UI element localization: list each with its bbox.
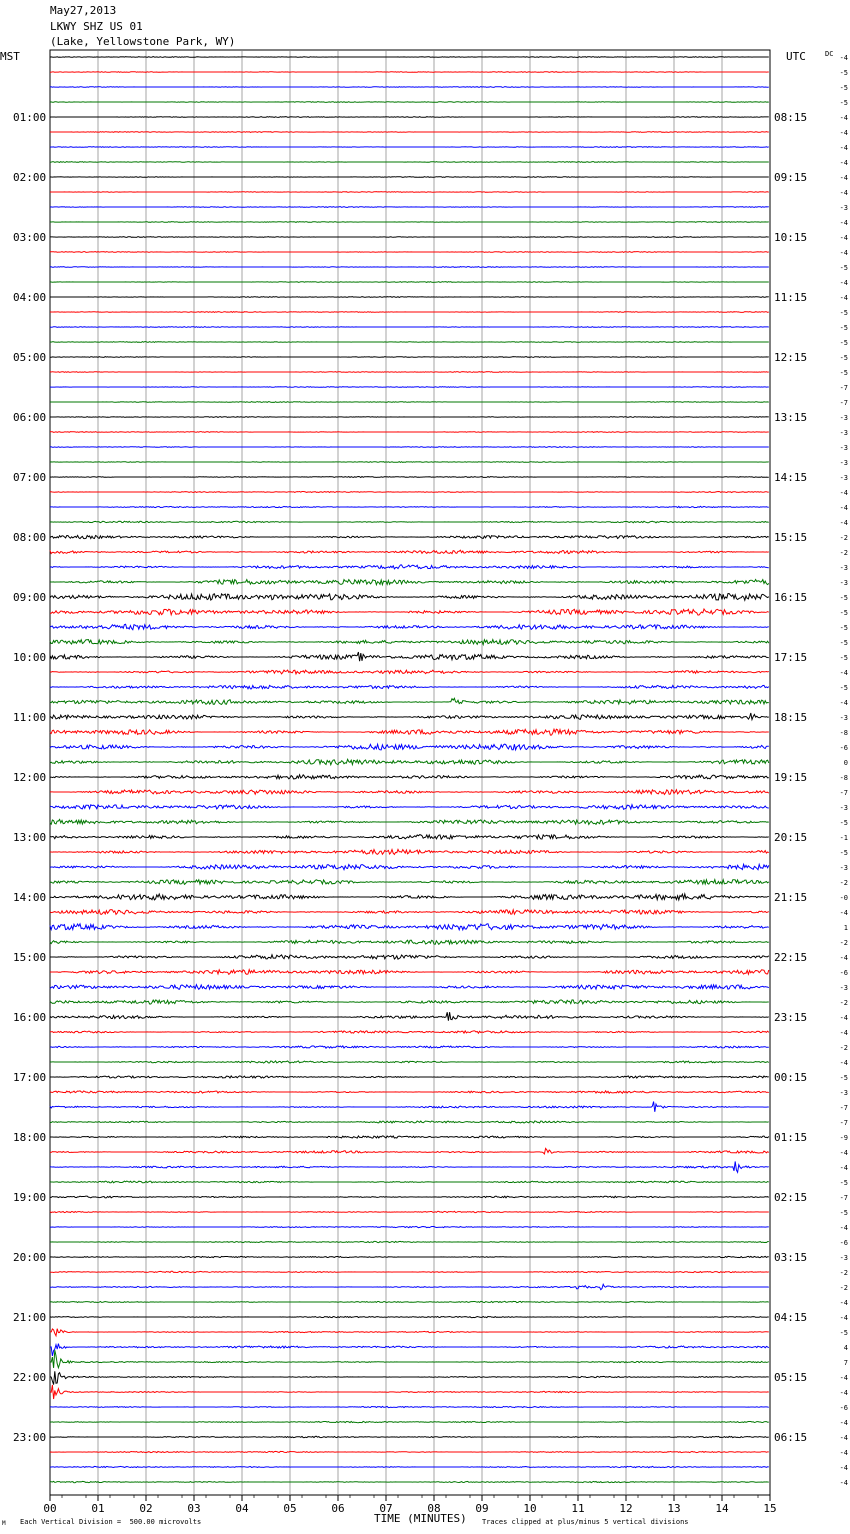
trace-88 [50,1371,769,1384]
utc-hour-label: 23:15 [774,1011,808,1024]
trace-61 [50,970,769,975]
trace-36 [50,594,769,601]
trace-56 [50,894,769,900]
trace-82 [50,1284,769,1289]
dc-offset-label: -2 [839,939,848,947]
x-tick-label: 01 [91,1502,105,1515]
mst-hour-label: 11:00 [13,711,47,724]
dc-offset-label: -3 [839,714,848,722]
dc-offset-label: -4 [839,189,848,197]
utc-hour-label: 17:15 [774,651,808,664]
dc-offset-label: -7 [839,789,848,797]
dc-offset-label: 1 [843,924,848,932]
dc-offset-label: -4 [839,1164,848,1172]
trace-68 [50,1076,769,1078]
trace-89 [50,1385,769,1399]
dc-offset-label: -3 [839,1254,848,1262]
utc-hour-label: 14:15 [774,471,808,484]
trace-53 [50,849,769,854]
dc-offset-label: -4 [839,129,848,137]
dc-offset-label: -4 [839,1029,848,1037]
utc-axis-label: UTC [786,50,806,63]
trace-42 [50,685,769,689]
dc-offset-label: -5 [839,69,848,77]
trace-10 [50,207,769,208]
dc-offset-label: -4 [839,249,848,257]
dc-label: DC [825,50,834,58]
trace-77 [50,1211,769,1212]
dc-offset-label: -4 [839,1149,848,1157]
dc-offset-label: -8 [839,774,848,782]
utc-hour-label: 20:15 [774,831,808,844]
trace-69 [50,1091,769,1093]
dc-offset-label: -4 [839,1419,848,1427]
trace-22 [50,387,769,388]
dc-offset-label: -2 [839,534,848,542]
trace-7 [50,162,769,163]
trace-19 [50,342,769,343]
mst-axis-label: MST [0,50,20,63]
trace-2 [50,87,769,88]
dc-offset-label: -2 [839,879,848,887]
trace-28 [50,477,769,478]
header-date: May27,2013 [50,4,117,17]
trace-15 [50,282,769,283]
dc-offset-label: -4 [839,219,848,227]
corner-mark: M [2,1520,6,1527]
dc-offset-label: -5 [839,654,848,662]
x-tick-label: 10 [523,1502,537,1515]
utc-hour-label: 06:15 [774,1431,808,1444]
mst-hour-label: 07:00 [13,471,47,484]
trace-11 [50,222,769,223]
mst-hour-label: 13:00 [13,831,47,844]
trace-3 [50,102,769,103]
trace-76 [50,1196,769,1198]
trace-52 [50,835,769,839]
trace-51 [50,819,769,824]
dc-offset-label: -4 [839,669,848,677]
trace-79 [50,1241,769,1242]
trace-87 [50,1350,769,1368]
dc-offset-label: -5 [839,1209,848,1217]
trace-49 [50,790,769,795]
x-tick-label: 06 [331,1502,345,1515]
trace-55 [50,880,769,885]
trace-5 [50,132,769,133]
dc-offset-label: -7 [839,384,848,392]
trace-39 [50,640,769,645]
trace-13 [50,252,769,253]
utc-hour-label: 21:15 [774,891,808,904]
x-tick-label: 13 [667,1502,681,1515]
utc-hour-label: 16:15 [774,591,808,604]
dc-offset-label: -4 [839,504,848,512]
mst-hour-label: 01:00 [13,111,47,124]
trace-6 [50,147,769,148]
dc-offset-label: -4 [839,489,848,497]
trace-95 [50,1481,769,1482]
dc-offset-label: -0 [839,894,848,902]
trace-45 [50,729,769,735]
dc-offset-label: -5 [839,849,848,857]
trace-44 [50,713,769,720]
dc-offset-label: -5 [839,1074,848,1082]
trace-41 [50,670,769,674]
dc-offset-label: -4 [839,1224,848,1232]
trace-50 [50,805,769,810]
dc-offset-label: -6 [839,1239,848,1247]
utc-hour-label: 08:15 [774,111,808,124]
header-station: LKWY SHZ US 01 [50,20,143,33]
mst-hour-label: 12:00 [13,771,47,784]
trace-57 [50,910,769,915]
trace-46 [50,744,769,750]
utc-hour-label: 22:15 [774,951,808,964]
trace-43 [50,698,769,704]
trace-20 [50,357,769,358]
utc-hour-label: 18:15 [774,711,808,724]
dc-offset-label: -3 [839,459,848,467]
trace-33 [50,550,769,553]
dc-offset-label: -2 [839,1044,848,1052]
dc-offset-label: -4 [839,1464,848,1472]
dc-offset-label: -4 [839,699,848,707]
trace-30 [50,506,769,507]
trace-21 [50,372,769,373]
dc-offset-label: -4 [839,234,848,242]
trace-18 [50,327,769,328]
dc-offset-label: -4 [839,279,848,287]
x-tick-label: 00 [43,1502,57,1515]
dc-offset-label: -4 [839,1389,848,1397]
trace-67 [50,1061,769,1063]
mst-hour-label: 05:00 [13,351,47,364]
x-tick-label: 15 [763,1502,777,1515]
mst-hour-label: 15:00 [13,951,47,964]
trace-85 [50,1329,769,1336]
dc-offset-label: -5 [839,624,848,632]
dc-offset-label: -5 [839,1329,848,1337]
dc-offset-label: -5 [839,369,848,377]
trace-71 [50,1121,769,1123]
dc-offset-label: -2 [839,549,848,557]
x-tick-label: 02 [139,1502,153,1515]
dc-offset-label: -1 [839,834,848,842]
mst-hour-label: 20:00 [13,1251,47,1264]
trace-90 [50,1406,769,1407]
dc-offset-label: -3 [839,804,848,812]
trace-60 [50,955,769,959]
utc-hour-label: 01:15 [774,1131,808,1144]
dc-offset-label: -3 [839,204,848,212]
mst-hour-label: 18:00 [13,1131,47,1144]
trace-66 [50,1046,769,1048]
dc-offset-label: -5 [839,819,848,827]
dc-offset-label: -7 [839,1194,848,1202]
trace-74 [50,1162,769,1173]
trace-84 [50,1316,769,1317]
utc-hour-label: 10:15 [774,231,808,244]
dc-offset-label: -5 [839,84,848,92]
trace-4 [50,117,769,118]
utc-hour-label: 00:15 [774,1071,808,1084]
utc-hour-label: 11:15 [774,291,808,304]
dc-offset-label: -4 [839,114,848,122]
trace-83 [50,1301,769,1302]
dc-offset-label: 4 [843,1344,848,1352]
x-tick-label: 12 [619,1502,633,1515]
dc-offset-label: -7 [839,399,848,407]
dc-offset-label: -6 [839,744,848,752]
trace-64 [50,1012,769,1021]
trace-23 [50,402,769,403]
dc-offset-label: -3 [839,564,848,572]
x-tick-label: 11 [571,1502,585,1515]
trace-0 [50,57,769,58]
header-location: (Lake, Yellowstone Park, WY) [50,35,236,48]
dc-offset-label: -2 [839,1284,848,1292]
dc-offset-label: -8 [839,729,848,737]
scale-note: Each Vertical Division = 500.00 microvolts [20,1518,202,1526]
dc-offset-label: -3 [839,984,848,992]
trace-91 [50,1421,769,1422]
trace-34 [50,565,769,569]
mst-hour-label: 06:00 [13,411,47,424]
trace-8 [50,177,769,178]
mst-hour-label: 10:00 [13,651,47,664]
dc-offset-label: -3 [839,444,848,452]
trace-31 [50,521,769,523]
dc-offset-label: -5 [839,1179,848,1187]
dc-offset-label: -5 [839,324,848,332]
mst-hour-label: 16:00 [13,1011,47,1024]
trace-9 [50,192,769,193]
trace-48 [50,775,769,779]
dc-offset-label: -4 [839,1014,848,1022]
trace-62 [50,985,769,990]
dc-offset-label: -6 [839,969,848,977]
utc-hour-label: 19:15 [774,771,808,784]
dc-offset-label: 7 [843,1359,848,1367]
trace-81 [50,1271,769,1272]
dc-offset-label: -4 [839,1449,848,1457]
trace-93 [50,1451,769,1452]
dc-offset-label: 0 [843,759,848,767]
dc-offset-label: -3 [839,429,848,437]
dc-offset-label: -3 [839,864,848,872]
dc-offset-label: -7 [839,1119,848,1127]
x-tick-label: 14 [715,1502,729,1515]
trace-40 [50,652,769,661]
trace-80 [50,1256,769,1257]
trace-12 [50,237,769,238]
mst-hour-label: 09:00 [13,591,47,604]
trace-38 [50,624,769,629]
trace-94 [50,1466,769,1467]
dc-offset-label: -4 [839,519,848,527]
trace-63 [50,1000,769,1004]
dc-offset-label: -4 [839,1374,848,1382]
dc-offset-label: -4 [839,54,848,62]
x-tick-label: 04 [235,1502,249,1515]
mst-hour-label: 03:00 [13,231,47,244]
trace-16 [50,297,769,298]
mst-hour-label: 21:00 [13,1311,47,1324]
trace-29 [50,492,769,493]
dc-offset-label: -5 [839,339,848,347]
clip-note: Traces clipped at plus/minus 5 vertical divisions [482,1518,689,1526]
utc-hour-label: 12:15 [774,351,808,364]
dc-offset-label: -4 [839,174,848,182]
dc-offset-label: -4 [839,1299,848,1307]
trace-59 [50,940,769,944]
dc-offset-label: -4 [839,294,848,302]
mst-hour-label: 14:00 [13,891,47,904]
dc-offset-label: -3 [839,474,848,482]
trace-58 [50,924,769,930]
utc-hour-label: 15:15 [774,531,808,544]
dc-offset-label: -3 [839,1089,848,1097]
dc-offset-label: -4 [839,1479,848,1487]
trace-92 [50,1436,769,1437]
utc-hour-label: 13:15 [774,411,808,424]
x-tick-label: 08 [427,1502,441,1515]
x-tick-label: 05 [283,1502,297,1515]
trace-75 [50,1181,769,1183]
dc-offset-label: -4 [839,1314,848,1322]
utc-hour-label: 04:15 [774,1311,808,1324]
dc-offset-label: -4 [839,1059,848,1067]
dc-offset-label: -5 [839,609,848,617]
dc-offset-label: -5 [839,354,848,362]
dc-offset-label: -3 [839,579,848,587]
trace-54 [50,864,769,869]
trace-24 [50,417,769,418]
mst-hour-label: 02:00 [13,171,47,184]
trace-27 [50,462,769,463]
dc-offset-label: -7 [839,1104,848,1112]
utc-hour-label: 02:15 [774,1191,808,1204]
trace-47 [50,759,769,765]
dc-offset-label: -5 [839,99,848,107]
trace-25 [50,432,769,433]
x-tick-label: 07 [379,1502,393,1515]
dc-offset-label: -4 [839,954,848,962]
trace-26 [50,447,769,448]
dc-offset-label: -3 [839,414,848,422]
trace-86 [50,1344,769,1356]
dc-offset-label: -4 [839,159,848,167]
dc-offset-label: -5 [839,639,848,647]
mst-hour-label: 17:00 [13,1071,47,1084]
dc-offset-label: -4 [839,144,848,152]
trace-72 [50,1136,769,1138]
dc-offset-label: -4 [839,909,848,917]
trace-14 [50,267,769,268]
trace-1 [50,72,769,73]
mst-hour-label: 22:00 [13,1371,47,1384]
dc-offset-label: -9 [839,1134,848,1142]
dc-offset-label: -5 [839,684,848,692]
dc-offset-label: -5 [839,594,848,602]
dc-offset-label: -4 [839,1434,848,1442]
mst-hour-label: 08:00 [13,531,47,544]
trace-65 [50,1031,769,1033]
utc-hour-label: 09:15 [774,171,808,184]
trace-32 [50,535,769,538]
trace-70 [50,1102,769,1112]
trace-73 [50,1148,769,1154]
trace-35 [50,580,769,585]
trace-37 [50,609,769,615]
mst-hour-label: 23:00 [13,1431,47,1444]
x-tick-label: 09 [475,1502,489,1515]
utc-hour-label: 05:15 [774,1371,808,1384]
mst-hour-label: 19:00 [13,1191,47,1204]
dc-offset-label: -2 [839,999,848,1007]
x-tick-label: 03 [187,1502,201,1515]
dc-offset-label: -2 [839,1269,848,1277]
dc-offset-label: -6 [839,1404,848,1412]
utc-hour-label: 03:15 [774,1251,808,1264]
dc-offset-label: -5 [839,264,848,272]
trace-78 [50,1226,769,1227]
dc-offset-label: -5 [839,309,848,317]
x-axis-title: TIME (MINUTES) [374,1512,467,1525]
mst-hour-label: 04:00 [13,291,47,304]
trace-17 [50,312,769,313]
